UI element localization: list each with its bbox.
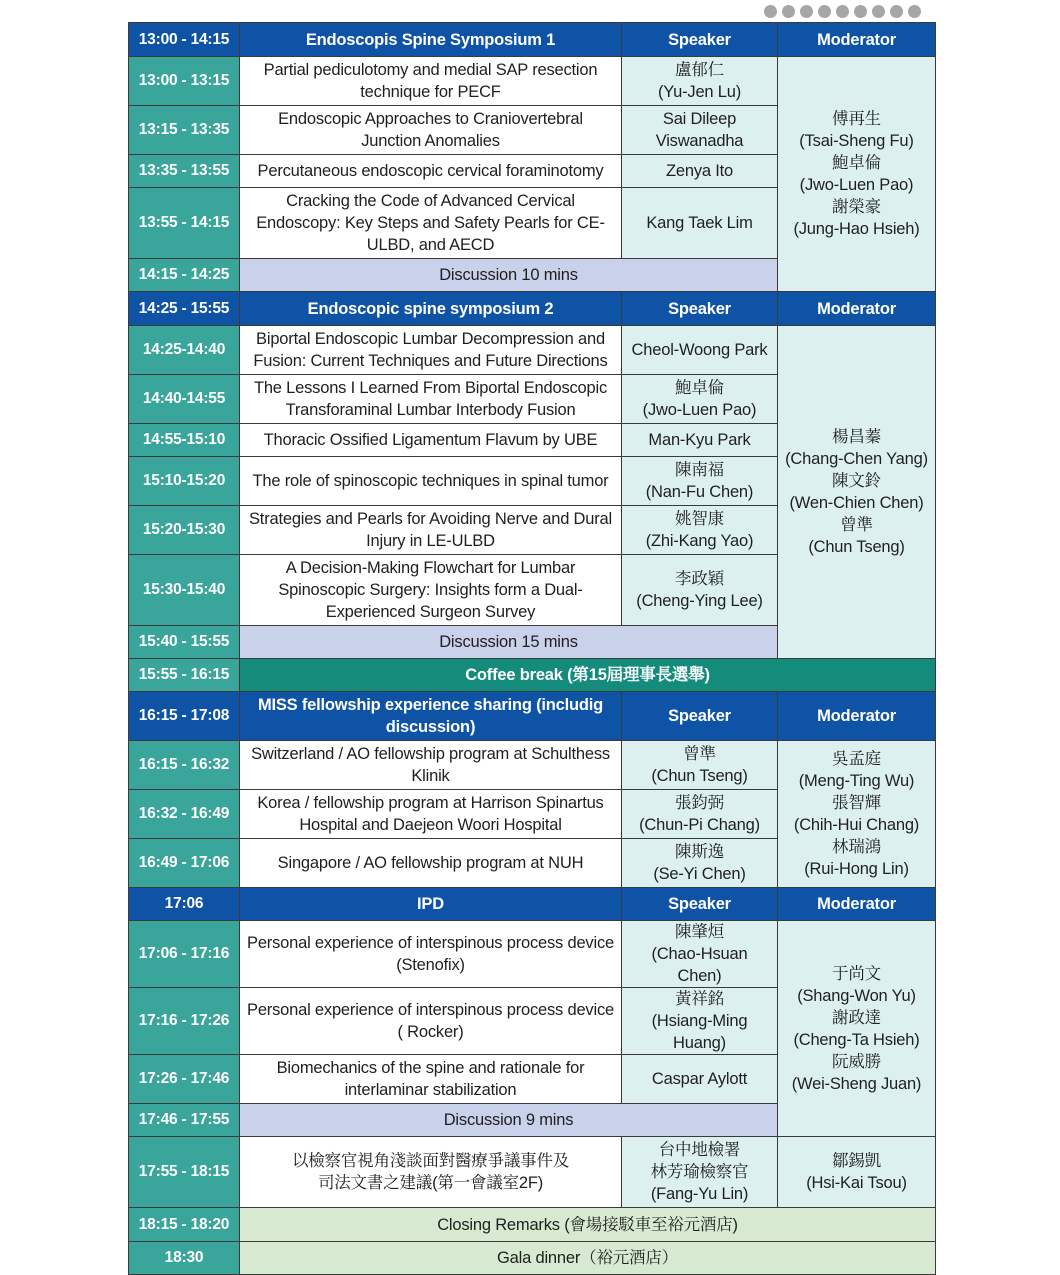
row-time: 17:06 - 17:16 xyxy=(129,921,240,988)
row-topic: The Lessons I Learned From Biportal Endoscopic Transforaminal Lumbar Interbody Fusion xyxy=(240,375,622,424)
discussion-label: Discussion 15 mins xyxy=(240,626,778,659)
row-topic: Partial pediculotomy and medial SAP resection technique for PECF xyxy=(240,57,622,106)
page-indicator-dots xyxy=(764,5,921,21)
session-1-header xyxy=(129,23,936,57)
row-speaker: 陳肇烜 (Chao-Hsuan Chen) xyxy=(622,921,778,988)
row-time: 15:30-15:40 xyxy=(129,555,240,626)
row-time: 18:30 xyxy=(129,1242,240,1275)
page-dot xyxy=(872,5,885,18)
session-moderators: 傅再生 (Tsai-Sheng Fu) 鮑卓倫 (Jwo-Luen Pao) 謝榮豪 (Jung-Hao Hsieh) xyxy=(778,57,936,292)
session-moderators: 楊昌蓁 (Chang-Chen Yang) 陳文鈴 (Wen-Chien Chen) 曾準 (Chun Tseng) xyxy=(778,326,936,659)
row-topic: Personal experience of interspinous process device ( Rocker) xyxy=(240,988,622,1055)
row-time: 15:10-15:20 xyxy=(129,457,240,506)
row-topic: Biportal Endoscopic Lumbar Decompression and Fusion: Current Techniques and Future Directions xyxy=(240,326,622,375)
row-speaker: 張鈞弼 (Chun-Pi Chang) xyxy=(622,790,778,839)
row-speaker: 曾準 (Chun Tseng) xyxy=(622,741,778,790)
row-time: 16:32 - 16:49 xyxy=(129,790,240,839)
row-topic: Switzerland / AO fellowship program at Schulthess Klinik xyxy=(240,741,622,790)
row-topic: Biomechanics of the spine and rationale for interlaminar stabilization xyxy=(240,1055,622,1104)
row-speaker: 姚智康 (Zhi-Kang Yao) xyxy=(622,506,778,555)
row-topic: Endoscopic Approaches to Craniovertebral Junction Anomalies xyxy=(240,106,622,155)
row-time: 13:35 - 13:55 xyxy=(129,155,240,188)
speaker-column-header: Speaker xyxy=(622,23,778,57)
speaker-column-header: Speaker xyxy=(622,888,778,921)
speaker-column-header: Speaker xyxy=(622,292,778,326)
session-title: IPD xyxy=(240,888,622,921)
page-dot xyxy=(854,5,867,18)
session-title: Endoscopic spine symposium 2 xyxy=(240,292,622,326)
session-time: 16:15 - 17:08 xyxy=(129,692,240,741)
table-row xyxy=(129,921,936,988)
table-row xyxy=(129,741,936,790)
session-2-header xyxy=(129,292,936,326)
session-time: 17:06 xyxy=(129,888,240,921)
session-4-header xyxy=(129,888,936,921)
speaker-column-header: Speaker xyxy=(622,692,778,741)
row-topic: Singapore / AO fellowship program at NUH xyxy=(240,839,622,888)
row-topic: Cracking the Code of Advanced Cervical Endoscopy: Key Steps and Safety Pearls for CE- ULBD, and AECD xyxy=(240,188,622,259)
row-topic: Percutaneous endoscopic cervical foraminotomy xyxy=(240,155,622,188)
row-speaker: 鮑卓倫 (Jwo-Luen Pao) xyxy=(622,375,778,424)
row-speaker: Kang Taek Lim xyxy=(622,188,778,259)
row-time: 17:26 - 17:46 xyxy=(129,1055,240,1104)
schedule-table xyxy=(128,22,936,1275)
session-title: Endoscopis Spine Symposium 1 xyxy=(240,23,622,57)
coffee-break-label: Coffee break (第15屆理事長選舉) xyxy=(240,659,936,692)
row-time: 17:46 - 17:55 xyxy=(129,1104,240,1137)
row-time: 14:15 - 14:25 xyxy=(129,259,240,292)
row-topic: Strategies and Pearls for Avoiding Nerve and Dural Injury in LE-ULBD xyxy=(240,506,622,555)
discussion-label: Discussion 9 mins xyxy=(240,1104,778,1137)
page-dot xyxy=(818,5,831,18)
row-time: 15:40 - 15:55 xyxy=(129,626,240,659)
row-time: 15:55 - 16:15 xyxy=(129,659,240,692)
closing-remarks-label: Closing Remarks (會場接駁車至裕元酒店) xyxy=(240,1208,936,1242)
page-dot xyxy=(836,5,849,18)
session-time: 13:00 - 14:15 xyxy=(129,23,240,57)
row-time: 17:16 - 17:26 xyxy=(129,988,240,1055)
coffee-break-row xyxy=(129,659,936,692)
session-3-header xyxy=(129,692,936,741)
row-time: 16:15 - 16:32 xyxy=(129,741,240,790)
page-dot xyxy=(800,5,813,18)
row-speaker: 陳南福 (Nan-Fu Chen) xyxy=(622,457,778,506)
row-speaker: Caspar Aylott xyxy=(622,1055,778,1104)
row-speaker: Cheol-Woong Park xyxy=(622,326,778,375)
row-time: 14:25-14:40 xyxy=(129,326,240,375)
row-speaker: 黃祥銘 (Hsiang-Ming Huang) xyxy=(622,988,778,1055)
discussion-label: Discussion 10 mins xyxy=(240,259,778,292)
row-topic: Thoracic Ossified Ligamentum Flavum by UBE xyxy=(240,424,622,457)
row-speaker: 台中地檢署 林芳瑜檢察官 (Fang-Yu Lin) xyxy=(622,1137,778,1208)
moderator-column-header: Moderator xyxy=(778,692,936,741)
row-speaker: Zenya Ito xyxy=(622,155,778,188)
row-time: 13:55 - 14:15 xyxy=(129,188,240,259)
page-dot xyxy=(782,5,795,18)
table-row xyxy=(129,326,936,375)
row-time: 18:15 - 18:20 xyxy=(129,1208,240,1242)
row-topic: A Decision-Making Flowchart for Lumbar Spinoscopic Surgery: Insights form a Dual- Experienced Surgeon Survey xyxy=(240,555,622,626)
row-speaker: 盧郁仁 (Yu-Jen Lu) xyxy=(622,57,778,106)
row-time: 15:20-15:30 xyxy=(129,506,240,555)
session-moderators: 吳孟庭 (Meng-Ting Wu) 張智輝 (Chih-Hui Chang) 林瑞鴻 (Rui-Hong Lin) xyxy=(778,741,936,888)
moderator-column-header: Moderator xyxy=(778,292,936,326)
session-moderators: 于尚文 (Shang-Won Yu) 謝政達 (Cheng-Ta Hsieh) 阮威勝 (Wei-Sheng Juan) xyxy=(778,921,936,1137)
row-time: 13:00 - 13:15 xyxy=(129,57,240,106)
gala-dinner-label: Gala dinner（裕元酒店） xyxy=(240,1242,936,1275)
gala-row xyxy=(129,1242,936,1275)
page-dot xyxy=(908,5,921,18)
row-time: 14:40-14:55 xyxy=(129,375,240,424)
page-dot xyxy=(764,5,777,18)
moderator-column-header: Moderator xyxy=(778,23,936,57)
row-speaker: Man-Kyu Park xyxy=(622,424,778,457)
row-topic: The role of spinoscopic techniques in spinal tumor xyxy=(240,457,622,506)
row-time: 17:55 - 18:15 xyxy=(129,1137,240,1208)
closing-row xyxy=(129,1208,936,1242)
moderator-column-header: Moderator xyxy=(778,888,936,921)
session-title: MISS fellowship experience sharing (includig discussion) xyxy=(240,692,622,741)
session-time: 14:25 - 15:55 xyxy=(129,292,240,326)
row-speaker: Sai Dileep Viswanadha xyxy=(622,106,778,155)
row-topic: Personal experience of interspinous process device (Stenofix) xyxy=(240,921,622,988)
table-row xyxy=(129,57,936,106)
row-time: 14:55-15:10 xyxy=(129,424,240,457)
row-moderator: 鄒錫凱 (Hsi-Kai Tsou) xyxy=(778,1137,936,1208)
table-row xyxy=(129,1137,936,1208)
row-topic: Korea / fellowship program at Harrison Spinartus Hospital and Daejeon Woori Hospital xyxy=(240,790,622,839)
row-speaker: 李政穎 (Cheng-Ying Lee) xyxy=(622,555,778,626)
row-speaker: 陳斯逸 (Se-Yi Chen) xyxy=(622,839,778,888)
page-dot xyxy=(890,5,903,18)
row-time: 13:15 - 13:35 xyxy=(129,106,240,155)
row-topic: 以檢察官視角淺談面對醫療爭議事件及 司法文書之建議(第一會議室2F) xyxy=(240,1137,622,1208)
row-time: 16:49 - 17:06 xyxy=(129,839,240,888)
